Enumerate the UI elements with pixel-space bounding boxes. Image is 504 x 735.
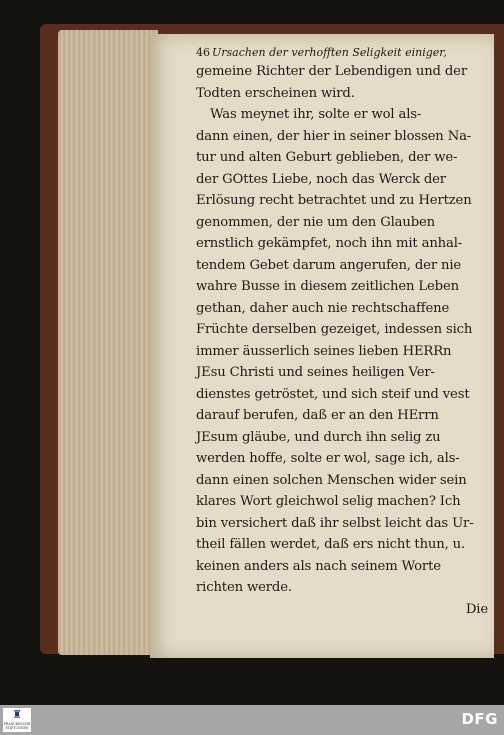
text-line: klares Wort gleichwol selig machen? Ich <box>196 494 461 509</box>
text-line: tendem Gebet darum angerufen, der nie <box>196 257 462 273</box>
page-number: 46 <box>196 46 210 59</box>
text-line: wahre Busse in diesem zeitlichen Leben <box>196 279 459 294</box>
text-line: werden hoffe, solte er wol, sage ich, als- <box>196 451 460 466</box>
text-line: dienstes getröstet, und sich steif und vest <box>196 386 470 402</box>
text-line: JEsum gläube, und durch ihn selig zu <box>196 429 441 445</box>
text-line: gemeine Richter der Lebendigen und der <box>196 64 467 79</box>
text-line: Erlösung recht betrachtet und zu Hertzen <box>196 193 472 208</box>
text-line: JEsu Christi und seines heiligen Ver- <box>196 365 435 380</box>
catchword: Die <box>465 601 488 617</box>
text-line: gethan, daher auch nie rechtschaffene <box>196 300 450 316</box>
dfg-logo[interactable]: DFG <box>461 710 498 728</box>
text-line: dann einen solchen Menschen wider sein <box>196 472 467 488</box>
running-title: Ursachen der verhofften Seligkeit einiger, <box>212 46 447 59</box>
text-line: immer äusserlich seines lieben HERRn <box>196 343 452 359</box>
text-line: ernstlich gekämpfet, noch ihn mit anhal- <box>196 236 463 251</box>
text-line: richten werde. <box>196 580 292 595</box>
foundation-logo-text: FRANCKESCHE STIFTUNGEN <box>3 722 31 730</box>
book-page <box>150 34 494 658</box>
text-line: keinen anders als nach seinem Worte <box>196 558 441 574</box>
text-line: tur und alten Geburt geblieben, der we- <box>196 150 458 165</box>
viewer-footer <box>0 705 504 735</box>
text-line: genommen, der nie um den Glauben <box>196 214 435 230</box>
text-line: theil fällen werdet, daß ers nicht thun, u. <box>196 537 466 552</box>
text-line: Todten erscheinen wird. <box>196 85 355 101</box>
foundation-logo[interactable] <box>3 708 31 732</box>
text-block <box>196 46 488 620</box>
text-line: bin versichert daß ihr selbst leicht das Ur- <box>196 515 474 531</box>
text-line: Früchte derselben gezeiget, indessen sich <box>196 322 473 337</box>
text-line: darauf berufen, daß er an den HErrn <box>196 408 439 423</box>
text-line: dann einen, der hier in seiner blossen Na- <box>196 128 472 144</box>
text-line: der GOttes Liebe, noch das Werck der <box>196 171 446 187</box>
foundation-emblem-icon: ♜ <box>12 708 22 721</box>
page-header <box>196 46 488 59</box>
text-line: Was meynet ihr, solte er wol als- <box>210 107 422 122</box>
page-edges <box>58 30 158 655</box>
